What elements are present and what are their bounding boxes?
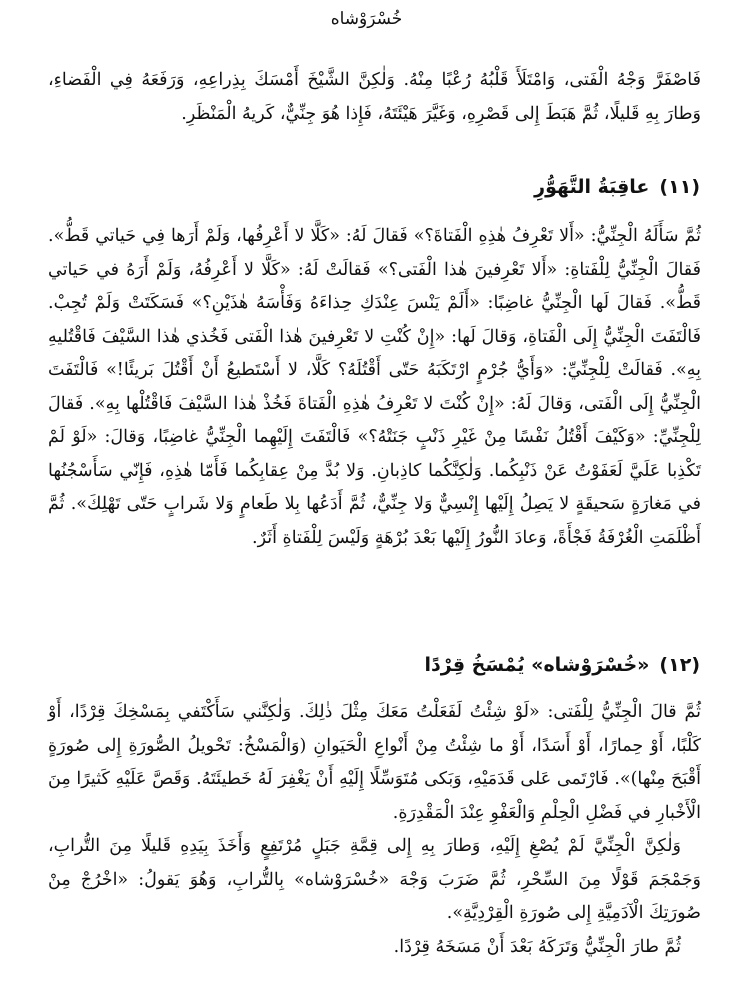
section-12-paragraph-1: ثُمَّ قالَ الْجِنِّيُّ لِلْفَتى: «لَوْ شِئْتُ لَفَعَلْتُ مَعَكَ مِثْلَ ذٰلِكَ. وَلٰكِنَّني سَأَكْتَفي بِمَسْخِكَ قِرْدًا، أَوْ كَلْبًا، أَوْ حِمارًا، أَوْ أَسَدًا، أَوْ ما شِئْتُ مِنْ أَنْواعِ الْحَيَوانِ (وَالْمَسْخُ: تَحْويلُ الصُّورَةِ إِلى صُورَةٍ أَقْبَحَ مِنْها)». فَارْتَمى عَلى قَدَمَيْهِ، وَبَكى مُتَوَسِّلًا إِلَيْهِ أَنْ يَغْفِرَ لَهُ خَطيئَتَهُ. وَقَصَّ عَلَيْهِ كَثيرًا مِنَ الْأَخْبارِ في فَضْلِ الْحِلْمِ وَالْعَفْوِ عِنْدَ الْمَقْدِرَةِ. [48,702,701,823]
section-12-title: «خُسْرَوْشاه» يُمْسَخُ قِرْدًا [424,654,650,676]
section-11-heading [534,172,700,202]
running-header: خُسْرَوْشاه [330,9,403,29]
section-12-text-block [48,696,701,964]
section-11-text-block [48,220,701,555]
section-12-number: (١٢) [659,654,700,676]
intro-text-block [48,64,701,131]
section-12-paragraph-3: ثُمَّ طارَ الْجِنِّيُّ وَتَرَكَهُ بَعْدَ أَنْ مَسَخَهُ قِرْدًا. [393,936,681,957]
section-12-paragraph-2: وَلٰكِنَّ الْجِنِّيَّ لَمْ يُصْغِ إِلَيْهِ، وَطارَ بِهِ إِلى قِمَّةِ جَبَلٍ مُرْتَفِعٍ وَأَخَذَ بِيَدِهِ قَليلًا مِنَ التُّرابِ، وَجَمْجَمَ قَوْلًا مِنَ السِّحْرِ، ثُمَّ ضَرَبَ وَجْهَ «خُسْرَوْشاه» بِالتُّرابِ، وَهُوَ يَقولُ: «اخْرُجْ مِنْ صُورَتِكَ الْآدَمِيَّةِ إِلى صُورَةِ الْقِرْدِيَّةِ». [48,836,701,923]
intro-paragraph: فَاصْفَرَّ وَجْهُ الْفَتى، وَامْتَلَأَ قَلْبُهُ رُعْبًا مِنْهُ. وَلٰكِنَّ الشَّيْخَ أَمْسَكَ بِذِراعِهِ، وَرَفَعَهُ فِي الْفَضاءِ، وَطارَ بِهِ قَليلًا، ثُمَّ هَبَطَ إِلى قَصْرِهِ، وَغَيَّرَ هَيْئَتَهُ، فَإِذا هُوَ جِنِّيٌّ، كَريهُ الْمَنْظَرِ. [48,70,701,124]
section-11-title: عاقِبَةُ التَّهَوُّرِ [534,176,650,198]
section-12-heading [425,650,700,680]
section-11-number: (١١) [659,176,700,198]
section-11-paragraph: ثُمَّ سَأَلَهُ الْجِنِّيُّ: «أَلا تَعْرِفُ هٰذِهِ الْفَتاةَ؟» فَقالَ لَهُ: «كَلَّا لا أَعْرِفُها، وَلَمْ أَرَها فِي حَياتي قَطُّ». فَقالَ الْجِنِّيُّ لِلْفَتاةِ: «أَلا تَعْرِفينَ هٰذا الْفَتى؟» فَقالَتْ لَهُ: «كَلَّا لا أَعْرِفُهُ، وَلَمْ أَرَهُ في حَياتي قَطُّ». فَقالَ لَها الْجِنِّيُّ غاضِبًا: «أَلَمْ يَنْسَ عِنْدَكِ حِذاءَهُ وَفَأْسَهُ هٰذَيْنِ؟» فَسَكَتَتْ وَلَمْ تُجِبْ. فَالْتَفَتَ الْجِنِّيُّ إِلَى الْفَتاةِ، وَقالَ لَها: «إِنْ كُنْتِ لا تَعْرِفينَ هٰذا الْفَتى فَخُذي هٰذا السَّيْفَ فَاقْتُليهِ بِهِ». فَقالَتْ لِلْجِنِّيِّ: «وَأَيُّ جُرْمٍ ارْتَكَبَهُ حَتّى أَقْتُلَهُ؟ كَلَّا، لا أَسْتَطيعُ أَنْ أَقْتُلَ بَريئًا!» فَالْتَفَتَ الْجِنِّيُّ إِلَى الْفَتى، وَقالَ لَهُ: «إِنْ كُنْتَ لا تَعْرِفُ هٰذِهِ الْفَتاةَ فَخُذْ هٰذا السَّيْفَ فَاقْتُلْها بِهِ». فَقالَ لِلْجِنِّيِّ: «وَكَيْفَ أَقْتُلُ نَفْسًا مِنْ غَيْرِ ذَنْبٍ جَنَتْهُ؟» فَالْتَفَتَ إِلَيْهِما الْجِنِّيُّ غاضِبًا، وَقالَ: «لَوْ لَمْ تَكْذِبا عَلَيَّ لَعَفَوْتُ عَنْ ذَنْبِكُما. وَلٰكِنَّكُما كاذِبانِ. وَلا بُدَّ مِنْ عِقابِكُما فَأَمّا هٰذِهِ، فَإِنّي سَأَسْجُنُها في مَغارَةٍ سَحيقَةٍ لا يَصِلُ إِلَيْها إِنْسِيٌّ وَلا جِنِّيٌّ، ثُمَّ أَدَعُها بِلا طَعامٍ وَلا شَرابٍ حَتّى تَهْلِكَ». ثُمَّ أَظْلَمَتِ الْغُرْفَةُ فَجْأَةً، وَعادَ النُّورُ إِلَيْها بَعْدَ بُرْهَةٍ وَلَيْسَ لِلْفَتاةِ أَثَرٌ. [48,226,701,548]
